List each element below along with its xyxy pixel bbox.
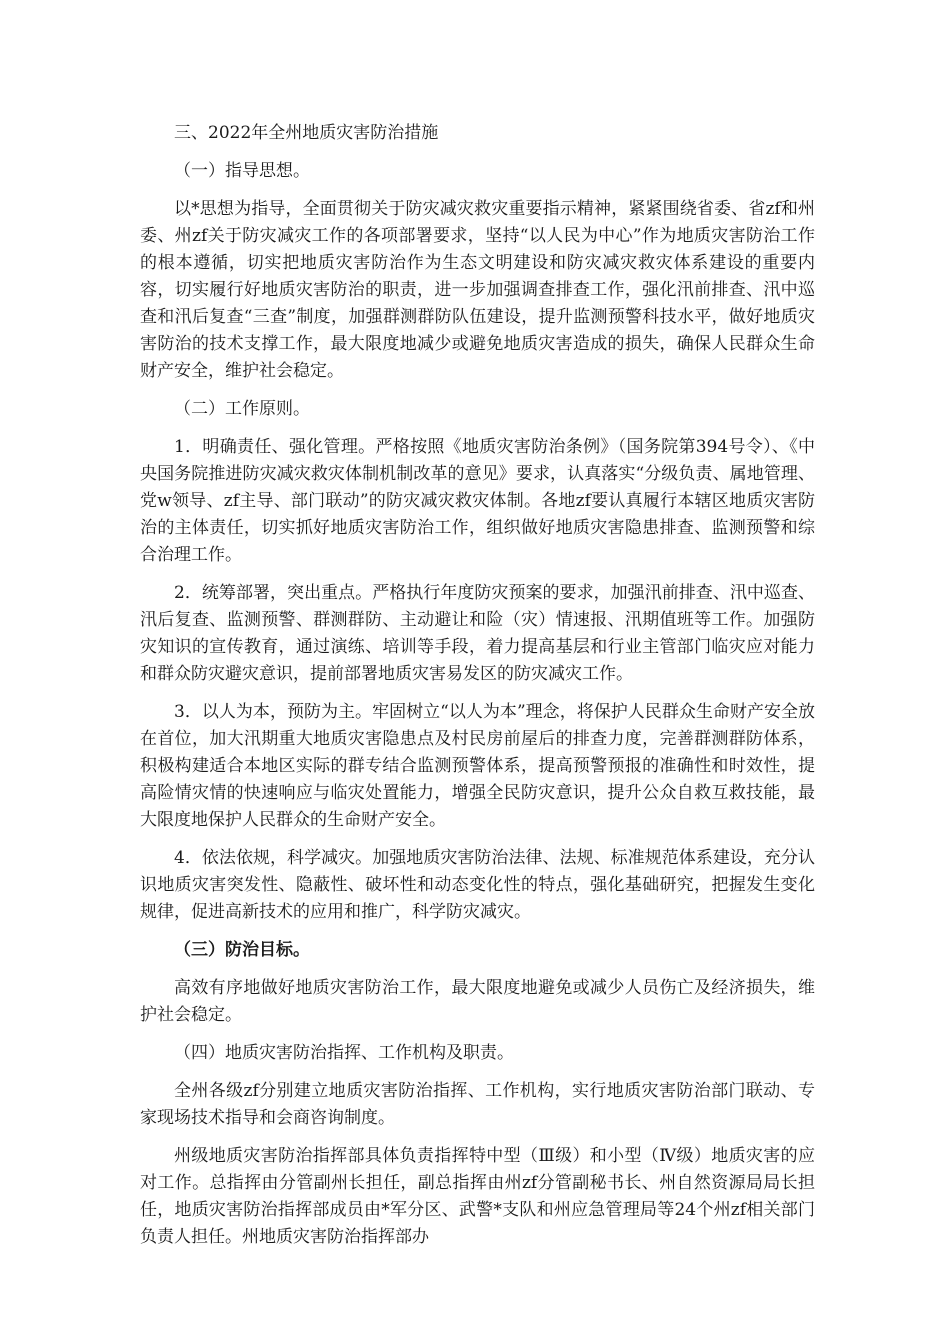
command-structure-paragraph-2: 州级地质灾害防治指挥部具体负责指挥特中型（Ⅲ级）和小型（Ⅳ级）地质灾害的应对工作。总指挥由分管副州长担任，副总指挥由州zf分管副秘书长、州自然资源局局长担任，地质灾害防治指挥部成员由*军分区、武警*支队和州应急管理局等24个州zf相关部门负责人担任。州地质灾害防治指挥部办 bbox=[140, 1146, 815, 1247]
principle-3-paragraph: 3．以人为本，预防为主。牢固树立“以人为本”理念，将保护人民群众生命财产安全放在首位，加大汛期重大地质灾害隐患点及村民房前屋后的排查力度，完善群测群防体系，积极构建适合本地区实际的群专结合监测预警体系，提高预警预报的准确性和时效性，提高险情灾情的快速响应与临灾处置能力，增强全民防灾意识，提升公众自救互救技能，最大限度地保护人民群众的生命财产安全。 bbox=[140, 702, 815, 830]
document-body bbox=[140, 120, 815, 1262]
prevention-goals-heading: （三）防治目标。 bbox=[174, 940, 310, 960]
section-title: 三、2022年全州地质灾害防治措施 bbox=[174, 123, 439, 143]
guiding-ideology-heading: （一）指导思想。 bbox=[174, 161, 310, 181]
command-structure-heading: （四）地质灾害防治指挥、工作机构及职责。 bbox=[174, 1043, 514, 1063]
work-principles-heading: （二）工作原则。 bbox=[174, 399, 310, 419]
principle-4-paragraph: 4．依法依规，科学减灾。加强地质灾害防治法律、法规、标准规范体系建设，充分认识地质灾害突发性、隐蔽性、破坏性和动态变化性的特点，强化基础研究，把握发生变化规律，促进高新技术的应用和推广，科学防灾减灾。 bbox=[140, 848, 815, 922]
command-structure-paragraph-1: 全州各级zf分别建立地质灾害防治指挥、工作机构，实行地质灾害防治部门联动、专家现场技术指导和会商咨询制度。 bbox=[140, 1081, 815, 1128]
principle-1-paragraph: 1．明确责任、强化管理。严格按照《地质灾害防治条例》（国务院第394号令）、《中央国务院推进防灾减灾救灾体制机制改革的意见》要求，认真落实“分级负责、属地管理、党w领导、zf主导、部门联动”的防灾减灾救灾体制。各地zf要认真履行本辖区地质灾害防治的主体责任，切实抓好地质灾害防治工作，组织做好地质灾害隐患排查、监测预警和综合治理工作。 bbox=[140, 437, 815, 565]
guiding-ideology-paragraph: 以*思想为指导，全面贯彻关于防灾减灾救灾重要指示精神，紧紧围绕省委、省zf和州委、州zf关于防灾减灾工作的各项部署要求，坚持“以人民为中心”作为地质灾害防治工作的根本遵循，切实把地质灾害防治作为生态文明建设和防灾减灾救灾体系建设的重要内容，切实履行好地质灾害防治的职责，进一步加强调查排查工作，强化汛前排查、汛中巡查和汛后复查“三查”制度，加强群测群防队伍建设，提升监测预警科技水平，做好地质灾害防治的技术支撑工作，最大限度地减少或避免地质灾害造成的损失，确保人民群众生命财产安全，维护社会稳定。 bbox=[140, 199, 815, 381]
prevention-goals-paragraph: 高效有序地做好地质灾害防治工作，最大限度地避免或减少人员伤亡及经济损失，维护社会稳定。 bbox=[140, 978, 815, 1025]
principle-2-paragraph: 2．统筹部署，突出重点。严格执行年度防灾预案的要求，加强汛前排查、汛中巡查、汛后复查、监测预警、群测群防、主动避让和险（灾）情速报、汛期值班等工作。加强防灾知识的宣传教育，通过演练、培训等手段，着力提高基层和行业主管部门临灾应对能力和群众防灾避灾意识，提前部署地质灾害易发区的防灾减灾工作。 bbox=[140, 583, 815, 684]
